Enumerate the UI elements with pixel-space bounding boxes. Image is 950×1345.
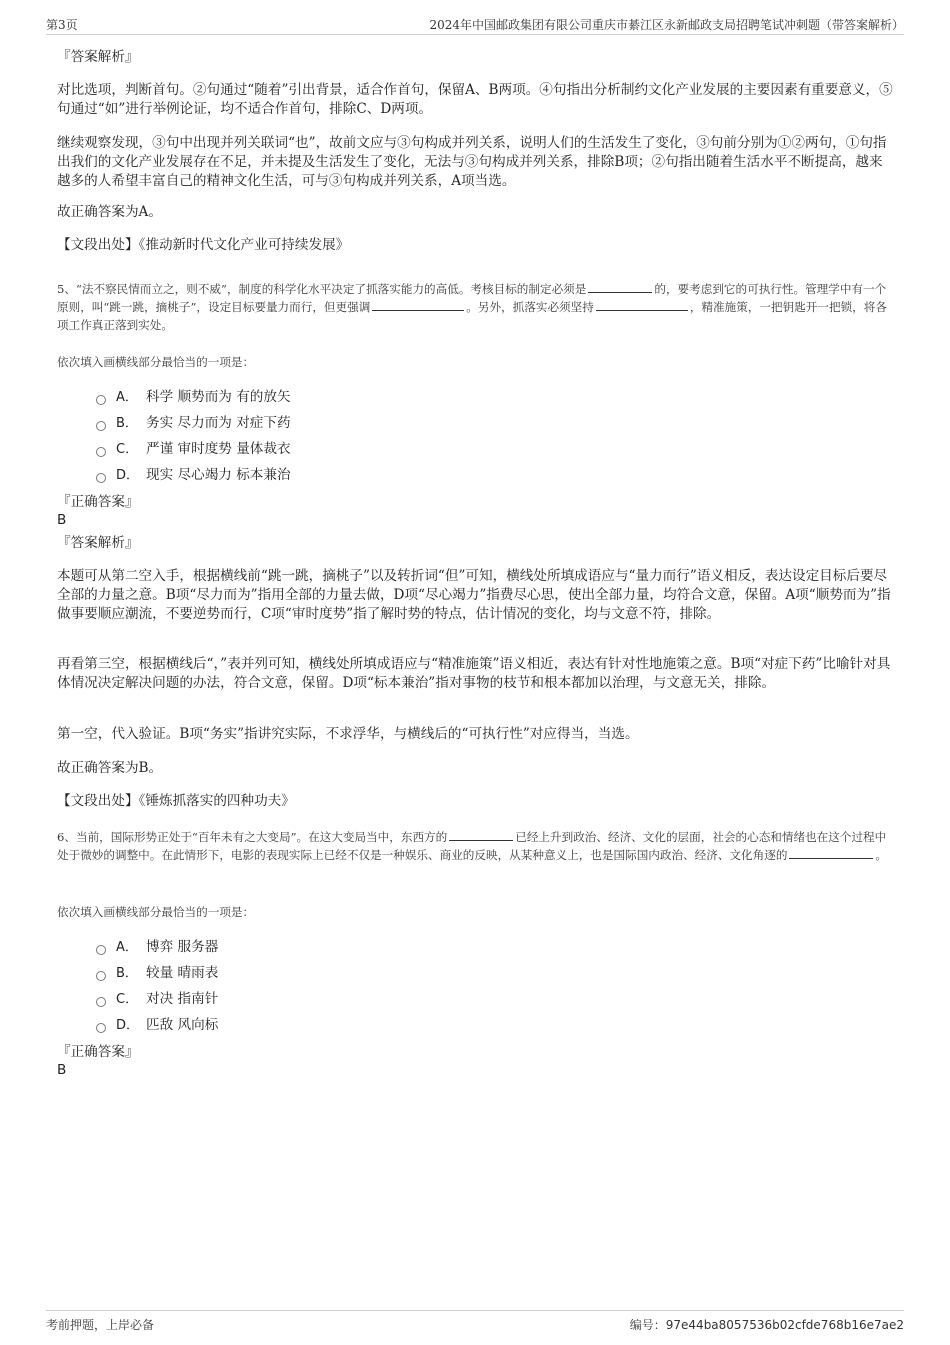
q5-option-c[interactable] bbox=[96, 440, 291, 459]
option-text: 务实 尽力而为 对症下药 bbox=[146, 415, 291, 431]
option-text: 严谨 审时度势 量体裁衣 bbox=[146, 441, 291, 457]
q4-analysis-label: 『答案解析』 bbox=[57, 49, 139, 65]
option-key: D． bbox=[116, 468, 140, 483]
q5-source: 【文段出处】《锤炼抓落实的四种功夫》 bbox=[57, 793, 295, 809]
option-key: C． bbox=[116, 442, 139, 457]
radio-icon[interactable] bbox=[96, 997, 106, 1007]
q5-blank-1 bbox=[588, 280, 652, 293]
q4-source: 【文段出处】《推动新时代文化产业可持续发展》 bbox=[57, 237, 350, 253]
q5-option-d[interactable] bbox=[96, 466, 291, 485]
option-text: 现实 尽心竭力 标本兼治 bbox=[146, 467, 291, 483]
document-code bbox=[630, 1316, 904, 1333]
radio-icon[interactable] bbox=[96, 473, 106, 483]
page-number: 第3页 bbox=[46, 18, 78, 32]
option-key: D． bbox=[116, 1018, 140, 1033]
q6-blank-2 bbox=[789, 846, 873, 859]
q6-correct-answer: B bbox=[57, 1062, 67, 1078]
radio-icon[interactable] bbox=[96, 395, 106, 405]
q5-analysis-p3: 第一空，代入验证。B项“务实”指讲究实际，不求浮华，与横线后的“可执行性”对应得当，当选。 bbox=[57, 726, 639, 742]
code-label: 编号： bbox=[629, 1318, 666, 1332]
option-key: A． bbox=[116, 390, 138, 405]
q5-stem-b: 的，要考虑到它的可执行性。管理学中有一个原则，叫“跳一跳，摘桃子”，设定目标要量力而行，但更强调 bbox=[57, 282, 887, 314]
q6-stem-a: 6、当前，国际形势正处于“百年未有之大变局”。在这大变局当中，东西方的 bbox=[57, 830, 448, 844]
radio-icon[interactable] bbox=[96, 421, 106, 431]
page-footer bbox=[46, 1310, 904, 1335]
option-key: B． bbox=[116, 416, 138, 431]
option-key: C． bbox=[116, 992, 139, 1007]
radio-icon[interactable] bbox=[96, 447, 106, 457]
q5-blank-3 bbox=[596, 298, 688, 311]
page-header bbox=[46, 14, 904, 35]
radio-icon[interactable] bbox=[96, 1023, 106, 1033]
code-value: 97e44ba8057536b02cfde768b16e7ae2 bbox=[665, 1318, 904, 1332]
q6-stem-c: 。 bbox=[875, 848, 888, 862]
q6-stem-b: 已经上升到政治、经济、文化的层面，社会的心态和情绪也在这个过程中处于微妙的调整中。在此情形下，电影的表现实际上已经不仅是一种娱乐、商业的反映，从某种意义上，也是国际国内政治、经济、文化角逐的 bbox=[57, 830, 887, 862]
option-key: B． bbox=[116, 966, 138, 981]
q5-analysis-p4: 故正确答案为B。 bbox=[57, 760, 163, 776]
q5-analysis-label: 『答案解析』 bbox=[57, 535, 139, 551]
q4-analysis-p3: 故正确答案为A。 bbox=[57, 204, 162, 220]
q5-analysis-p2: 再看第三空，根据横线后“，”表并列可知，横线处所填成语应与“精准施策”语义相近，表达有针对性地施策之意。B项“对症下药”比喻针对具体情况决定解决问题的办法，符合文意，保留。D项“标本兼治”指对事物的枝节和根本都加以治理，与文意无关，排除。 bbox=[57, 656, 891, 691]
option-text: 博弈 服务器 bbox=[146, 939, 219, 955]
q5-stem-d: ，精准施策，一把钥匙开一把锁，将各项工作真正落到实处。 bbox=[57, 300, 887, 332]
q5-correct-answer: B bbox=[57, 512, 67, 528]
q5-stem-c: 。另外，抓落实必须坚持 bbox=[466, 300, 594, 314]
footer-slogan: 考前押题，上岸必备 bbox=[46, 1318, 155, 1332]
radio-icon[interactable] bbox=[96, 971, 106, 981]
radio-icon[interactable] bbox=[96, 945, 106, 955]
q6-option-b[interactable] bbox=[96, 964, 218, 983]
q5-blank-2 bbox=[372, 298, 464, 311]
q6-blank-1 bbox=[449, 828, 513, 841]
option-text: 匹敌 风向标 bbox=[146, 1017, 219, 1033]
q6-stem bbox=[57, 828, 895, 864]
q5-stem bbox=[57, 280, 895, 334]
q6-option-d[interactable] bbox=[96, 1016, 218, 1035]
q5-correct-label: 『正确答案』 bbox=[57, 494, 139, 510]
option-text: 较量 晴雨表 bbox=[146, 965, 219, 981]
option-text: 科学 顺势而为 有的放矢 bbox=[146, 389, 291, 405]
option-text: 对决 指南针 bbox=[146, 991, 219, 1007]
q5-analysis-p1: 本题可从第二空入手，根据横线前“跳一跳，摘桃子”以及转折词“但”可知，横线处所填成语应与“量力而行”语义相反，表达设定目标后要尽全部的力量之意。B项“尽力而为”指用全部的力量去做，D项“尽心竭力”指费尽心思，使出全部力量，均符合文意，保留。A项“顺势而为”指做事要顺应潮流，不要逆势而行，C项“审时度势”指了解时势的特点，估计情况的变化，均与文意不符，排除。 bbox=[57, 568, 891, 622]
q5-option-a[interactable] bbox=[96, 388, 291, 407]
q6-correct-label: 『正确答案』 bbox=[57, 1044, 139, 1060]
q5-option-b[interactable] bbox=[96, 414, 291, 433]
q4-analysis-p1: 对比选项，判断首句。②句通过“随着”引出背景，适合作首句，保留A、B两项。④句指出分析制约文化产业发展的主要因素有重要意义，⑤句通过“如”进行举例论证，均不适合作首句，排除C、D两项。 bbox=[57, 82, 893, 117]
document-title: 2024年中国邮政集团有限公司重庆市綦江区永新邮政支局招聘笔试冲刺题（带答案解析） bbox=[429, 18, 904, 32]
q4-analysis-p2: 继续观察发现，③句中出现并列关联词“也”，故前文应与③句构成并列关系，说明人们的生活发生了变化，③句前分别为①②两句，①句指出我们的文化产业发展存在不足，并未提及生活发生了变化，无法与③句构成并列关系，排除B项；②句指出随着生活水平不断提高，越来越多的人希望丰富自己的精神文化生活，可与③句构成并列关系，A项当选。 bbox=[57, 135, 887, 189]
q6-option-a[interactable] bbox=[96, 938, 218, 957]
q5-prompt: 依次填入画横线部分最恰当的一项是： bbox=[57, 355, 255, 369]
option-key: A． bbox=[116, 940, 138, 955]
q5-stem-a: 5、“法不察民情而立之，则不威”，制度的科学化水平决定了抓落实能力的高低。考核目标的制定必须是 bbox=[57, 282, 587, 296]
q6-prompt: 依次填入画横线部分最恰当的一项是： bbox=[57, 905, 255, 919]
q6-option-c[interactable] bbox=[96, 990, 218, 1009]
